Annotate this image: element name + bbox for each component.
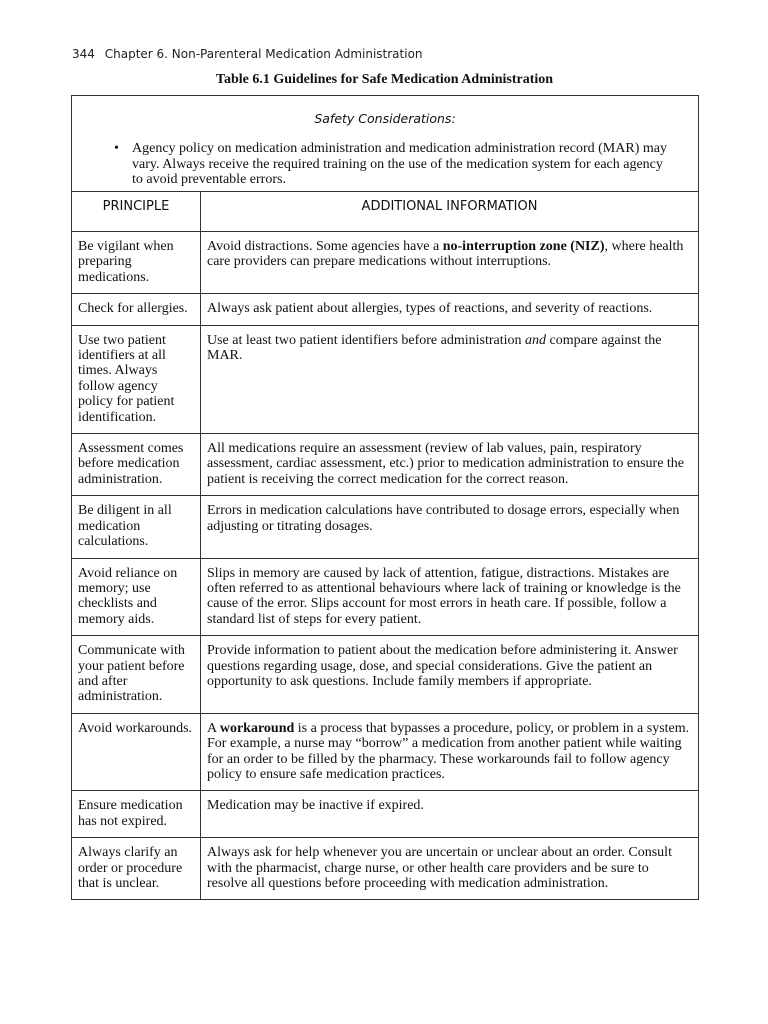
table-row (72, 294, 699, 325)
info-cell: Provide information to patient about the medication before administering it. Answer questions regarding usage, dose, and special considerations. Give the patient an opportunity to ask questions. Include family members if appropriate. (201, 636, 699, 714)
term-niz: no-interruption zone (NIZ) (442, 239, 605, 254)
column-header-principle: PRINCIPLE (72, 192, 201, 232)
info-cell: Always ask patient about allergies, types of reactions, and severity of reactions. (201, 294, 699, 325)
info-text: , where health care providers can prepare medications without interruptions. (207, 239, 684, 270)
safety-heading: Safety Considerations: (314, 111, 456, 126)
info-cell: Slips in memory are caused by lack of attention, fatigue, distractions. Mistakes are often referred to as attentional behaviours where lack of training or knowledge is the cause of the error. Slips account for most errors in heath care. If possible, follow a standard list of steps for every patient. (201, 558, 699, 636)
table-row (72, 325, 699, 433)
info-cell (201, 713, 699, 791)
safety-considerations (72, 96, 699, 192)
table-row (72, 558, 699, 636)
table-row (72, 838, 699, 900)
info-text: Avoid distractions. Some agencies have a (207, 239, 443, 254)
chapter-title: Chapter 6. Non-Parenteral Medication Administration (104, 47, 423, 61)
principle-cell: Be diligent in all medication calculations. (72, 496, 201, 558)
safety-list (114, 141, 674, 187)
principle-cell: Avoid workarounds. (72, 713, 201, 791)
running-head (72, 47, 423, 61)
info-cell (201, 232, 699, 294)
table-row (72, 496, 699, 558)
info-cell: Errors in medication calculations have contributed to dosage errors, especially when adjusting or titrating dosages. (201, 496, 699, 558)
term-workaround: workaround (219, 720, 295, 736)
bullet-icon: • (114, 141, 119, 157)
info-text: is a process that bypasses a procedure, policy, or problem in a system. For example, a nurse may “borrow” a medication from another patient while waiting for an order to be filled by the pharmacy. These workarounds fail to follow agency policy to ensure safe medication practices. (207, 720, 690, 782)
info-text: compare against the MAR. (207, 332, 662, 364)
principle-cell: Avoid reliance on memory; use checklists and memory aids. (72, 558, 201, 636)
principle-cell: Ensure medication has not expired. (72, 791, 201, 838)
column-header-info: ADDITIONAL INFORMATION (201, 192, 699, 232)
principle-cell: Be vigilant when preparing medications. (72, 232, 201, 294)
emphasis-and: and (525, 332, 547, 348)
info-text: A (207, 720, 220, 736)
page-number: 344 (72, 47, 95, 61)
table-row (72, 713, 699, 791)
principle-cell: Check for allergies. (72, 294, 201, 325)
principle-cell: Communicate with your patient before and after administration. (72, 636, 201, 714)
table-row (72, 232, 699, 294)
info-cell: Medication may be inactive if expired. (201, 791, 699, 838)
info-cell: All medications require an assessment (review of lab values, pain, respiratory assessment, cardiac assessment, etc.) prior to medication administration to ensure the patient is receiving the correct medication for the correct reason. (201, 434, 699, 496)
info-cell (201, 325, 699, 433)
table-row (72, 791, 699, 838)
table-title: Table 6.1 Guidelines for Safe Medication Administration (215, 72, 554, 87)
table-row (72, 434, 699, 496)
principle-cell: Use two patient identifiers at all times. Always follow agency policy for patient identification. (72, 325, 201, 433)
safety-item (114, 141, 674, 187)
principle-cell: Assessment comes before medication administration. (72, 434, 201, 496)
principle-cell: Always clarify an order or procedure that is unclear. (72, 838, 201, 900)
info-text: Use at least two patient identifiers before administration (207, 332, 526, 348)
guidelines-table (71, 95, 699, 900)
info-cell: Always ask for help whenever you are uncertain or unclear about an order. Consult with the pharmacist, charge nurse, or other health care providers and be sure to resolve all questions before proceeding with medication administration. (201, 838, 699, 900)
safety-item-text: Agency policy on medication administration and medication administration record (MAR) may vary. Always receive the required training on the use of the medication system for each agency to avoid preventable errors. (132, 141, 667, 188)
table-row (72, 636, 699, 714)
table-header-row (72, 192, 699, 232)
